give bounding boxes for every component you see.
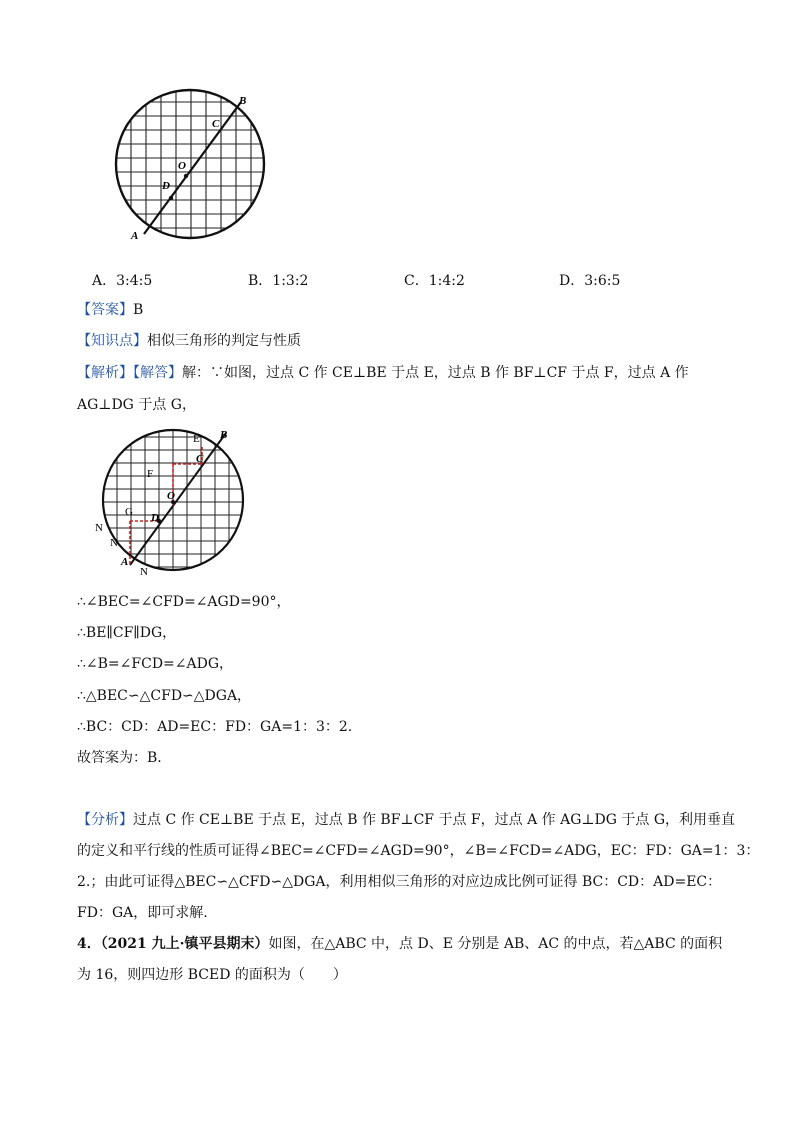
label-d: D	[162, 180, 170, 192]
analysis-summary-tag: 【分析】	[77, 812, 133, 828]
label-f: F	[147, 468, 154, 480]
label-o: O	[178, 160, 186, 172]
label-a: A	[121, 556, 129, 568]
step-3: ∴∠B=∠FCD=∠ADG，	[77, 656, 234, 672]
question-number: 4．	[77, 936, 101, 952]
label-n-2: N	[110, 537, 118, 549]
label-b: B	[220, 429, 228, 441]
answer-value: B	[133, 302, 144, 318]
knowledge-tag: 【知识点】	[77, 333, 147, 349]
question-source: （2021 九上·镇平县期末）	[100, 936, 269, 952]
label-a: A	[131, 230, 139, 242]
option-a: A．3:4:5	[92, 273, 153, 289]
analysis-line-1	[77, 810, 735, 830]
label-c: C	[196, 453, 204, 465]
label-n-3: N	[140, 566, 148, 578]
step-5: ∴BC：CD：AD=EC：FD：GA=1：3：2.	[77, 719, 353, 735]
answer-options	[92, 270, 692, 290]
option-c: C．1:4:2	[404, 273, 465, 289]
label-g: G	[125, 506, 133, 518]
solution-tag: 【解答】	[133, 365, 182, 381]
option-d: D．3:6:5	[559, 273, 621, 289]
question-4-line-1	[77, 934, 722, 954]
label-o: O	[167, 490, 175, 502]
label-c: C	[212, 118, 220, 130]
label-b: B	[239, 95, 247, 107]
analysis-tag: 【解析】	[77, 365, 133, 381]
answer-line	[77, 300, 143, 320]
grid-circle-figure-2	[92, 425, 252, 580]
label-d: D	[151, 512, 159, 524]
analysis-line-3: 2.；由此可证得△BEC∽△CFD∽△DGA，利用相似三角形的对应边成比例可证得 BC：CD：AD=EC：	[77, 874, 722, 890]
label-n-1: N	[95, 522, 103, 534]
knowledge-line	[77, 331, 301, 351]
answer-tag: 【答案】	[77, 302, 133, 318]
analysis-text-1: 过点 C 作 CE⊥BE 于点 E，过点 B 作 BF⊥CF 于点 F，过点 A 作 AG⊥DG 于点 G，利用垂直	[133, 812, 736, 828]
question-4-line-2: 为 16，则四边形 BCED 的面积为（ ）	[77, 967, 347, 983]
solution-line-1	[77, 363, 689, 383]
grid-circle-figure-1	[108, 88, 278, 244]
analysis-line-4: FD：GA，即可求解.	[77, 905, 208, 921]
label-e: E	[193, 433, 200, 445]
step-6: 故答案为：B.	[77, 750, 162, 766]
step-4: ∴△BEC∽△CFD∽△DGA，	[77, 688, 252, 704]
solution-text-1: 解：∵如图，过点 C 作 CE⊥BE 于点 E，过点 B 作 BF⊥CF 于点 F，过点 A 作	[182, 365, 689, 381]
question-text-1: 如图，在△ABC 中，点 D、E 分别是 AB、AC 的中点，若△ABC 的面积	[268, 936, 723, 952]
solution-line-2: AG⊥DG 于点 G，	[77, 397, 196, 413]
step-1: ∴∠BEC=∠CFD=∠AGD=90°，	[77, 594, 291, 610]
knowledge-value: 相似三角形的判定与性质	[147, 333, 301, 349]
analysis-line-2: 的定义和平行线的性质可证得∠BEC=∠CFD=∠AGD=90°，∠B=∠FCD=∠ADG，EC：FD：GA=1：3：	[77, 843, 760, 859]
option-b: B．1:3:2	[248, 273, 309, 289]
step-2: ∴BE∥CF∥DG，	[77, 625, 177, 641]
